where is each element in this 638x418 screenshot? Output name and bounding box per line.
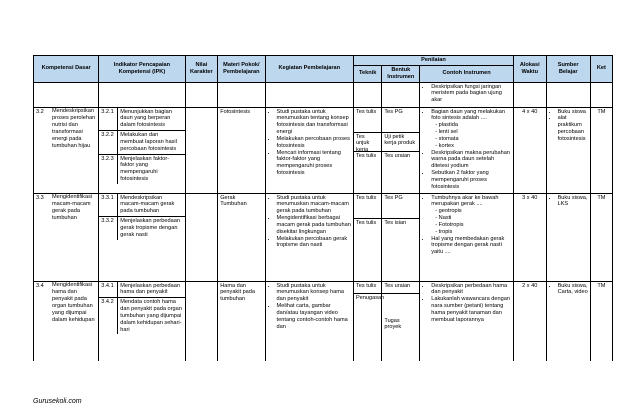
bentuk-item: Tes PG (382, 194, 419, 219)
list-item: • Mencari informasi tentang faktor-faktor yang mempengaruhi proses fotosintesis (277, 150, 351, 177)
bentuk-item: Tes uraian (384, 152, 411, 159)
contoh-cell (420, 281, 514, 361)
nilai-cell (185, 193, 218, 281)
ipk-text: Menjelaskan perbedaan gerak tropisme dengan gerak nasti (118, 217, 185, 240)
continuation-row (34, 82, 613, 107)
col-teknik: Teknik (353, 66, 381, 83)
list-item (431, 109, 511, 150)
bentuk-cell (382, 281, 420, 361)
bentuk-item: Tugas proyek (384, 317, 402, 331)
sumber-cell (546, 281, 590, 361)
kd-cell (34, 193, 99, 281)
option-item: - Nasti (443, 215, 511, 222)
kd-number: 3.2 (36, 108, 44, 115)
teknik-item: Tes tulis (355, 219, 377, 226)
list-item: • Hal yang membedakan gerak tropisme dengan gerak nasti yaitu .... (431, 236, 511, 256)
col-contoh: Contoh Instrumen (420, 66, 514, 83)
bentuk-item: Tes PG (382, 108, 419, 133)
ipk-number: 3.3.2 (101, 218, 114, 225)
ket-cell: TM (590, 193, 612, 281)
kd-number: 3.4 (36, 282, 44, 289)
contoh-cell (420, 193, 514, 281)
ipk-number: 3.4.1 (99, 282, 118, 298)
footer-watermark: Gurusekoli.com (33, 398, 82, 405)
col-bentuk: Bentuk Instrumen (382, 66, 420, 83)
syllabus-table (33, 55, 613, 361)
list-item: • Buku siswa, Carta, video (558, 283, 588, 297)
col-kompetensi-dasar: Kompetensi Dasar (34, 56, 99, 83)
ipk-cell (99, 281, 185, 361)
nilai-cell (185, 107, 218, 193)
col-ket: Ket (590, 56, 612, 83)
option-item: - plastida (443, 122, 511, 129)
list-item: • Buku siswa, LKS (558, 195, 588, 209)
nilai-cell (185, 281, 218, 361)
col-penilaian: Penilaian (353, 56, 513, 66)
kd-cell (34, 107, 99, 193)
alokasi-cell: 3 x 40 (513, 193, 546, 281)
col-nilai-karakter: Nilai Karakter (185, 56, 218, 83)
teknik-item: Penugasan (355, 294, 385, 301)
option-item: - stomata (443, 136, 511, 143)
list-item: • Sebutkan 2 faktor yang mempengaruhi proses fotosintesis (431, 170, 511, 190)
sumber-cell (546, 107, 590, 193)
list-item: • Melihat carta, gambar dan/atau tayangan video tentang contoh-contoh hama dan (277, 303, 351, 330)
ipk-text: Mendeskripsikan macam-macam gerak pada tumbuhan (118, 194, 185, 217)
ipk-text: Menunjukkan bagian daun yang berperan dalam fotosintesis (118, 108, 185, 131)
list-item: • alat praktikum percobaan fotosintesis (558, 115, 588, 142)
continuation-cell (420, 82, 514, 107)
teknik-cell (353, 193, 381, 281)
ipk-text: Melakukan dan membuat laporan hasil percobaan fotosintesis (118, 131, 185, 154)
list-item: • Studi pustaka untuk merumuskan macam-macam gerak pada tumbuhan (277, 195, 351, 215)
ipk-number: 3.3.1 (99, 194, 118, 217)
option-item: - tropis (443, 229, 511, 236)
ipk-text: Mendata contoh hama dan penyakit pada organ tumbuhan yang dijumpai dalam kehidupan sehari-hari (118, 298, 185, 335)
col-materi: Materi Pokok/ Pembelajaran (218, 56, 265, 83)
ket-cell: TM (590, 107, 612, 193)
teknik-cell (353, 107, 381, 193)
list-item: • Lakukanlah wawancara dengan nara sumber (petani) tentang hama penyakit tanaman dan membuat laporannya (431, 296, 511, 323)
ipk-number: 3.2.3 (101, 155, 114, 162)
col-kegiatan: Kegiatan Pembelajaran (265, 56, 353, 83)
list-item: • Deskripsikan makna perubahan warna pada daun setelah ditetesi yodium (431, 150, 511, 170)
list-item: • Deskripsikan perbedaan hama dan penyakit (431, 283, 511, 297)
option-item: - lenti sel (443, 129, 511, 136)
table-row (34, 281, 613, 361)
teknik-item: Tes tulis (354, 108, 381, 133)
kd-number: 3.3 (36, 194, 44, 201)
sumber-cell (546, 193, 590, 281)
list-item: • Melakukan percobaan proses fotosintesis (277, 136, 351, 150)
teknik-item: Tes tulis (354, 282, 381, 294)
list-item: • Melakukan percobaan gerak tropisme dan nasti (277, 236, 351, 250)
list-item: • Deskripsikan fungsi jaringan meristem pada bagian ujung akar (431, 84, 511, 104)
teknik-item: Tes tulis (355, 152, 377, 159)
bentuk-cell (382, 193, 420, 281)
bentuk-item: Tes isian (384, 219, 407, 226)
kd-cell (34, 281, 99, 361)
ipk-text: Menjelaskan perbedaan hama dan penyakit (118, 282, 185, 298)
teknik-item: Tes tulis (354, 194, 381, 219)
bentuk-item: Tes uraian (382, 282, 419, 294)
list-item: • Studi pustaka untuk merumuskan konsep hama dan penyakit (277, 283, 351, 303)
ipk-number: 3.2.1 (99, 108, 118, 131)
table-row (34, 107, 613, 193)
col-indikator: Indikator Pencapaian Kompetensi (IPK) (99, 56, 185, 83)
option-item: - kortex (443, 143, 511, 150)
contoh-intro: Tumbuhnya akar ke bawah merupakan gerak .... (431, 194, 499, 208)
contoh-intro: Bagian daun yang melakukan foto sintesis adalah .... (431, 108, 505, 122)
option-item: - geotropis (443, 208, 511, 215)
ipk-cell (99, 193, 185, 281)
materi-cell: Gerak Tumbuhan (218, 193, 265, 281)
contoh-cell (420, 107, 514, 193)
ipk-number: 3.4.2 (101, 299, 114, 306)
table-row (34, 193, 613, 281)
list-item: • Studi pustaka untuk merumuskan tentang konsep fotosintesis dan transformasi energi (277, 109, 351, 136)
list-item: • Buku siswa (558, 109, 588, 116)
list-item (431, 195, 511, 236)
alokasi-cell: 4 x 40 (513, 107, 546, 193)
teknik-item: Tes unjuk kerja (354, 133, 381, 152)
kd-text: Mendeskripsikan proses perolehan nutrisi dan transformasi energi pada tumbuhan hijau (52, 108, 96, 149)
col-sumber: Sumber Belajar (546, 56, 590, 83)
option-item: - Fototropis (443, 222, 511, 229)
teknik-cell (353, 281, 385, 361)
ipk-number: 3.2.2 (99, 131, 118, 154)
alokasi-cell: 2 x 40 (513, 281, 546, 361)
kegiatan-cell (265, 107, 353, 193)
list-item: • Mengidentifikasi berbagai macam gerak pada tumbuhan disekitar lingkungan (277, 215, 351, 235)
ipk-text: Menjelaskan faktor-faktor yang mempengaruhi fotosintesis (118, 154, 185, 184)
kegiatan-cell (265, 193, 353, 281)
bentuk-item: Uji petik kerja produk (382, 133, 419, 152)
ipk-cell (99, 107, 185, 193)
ket-cell: TM (590, 281, 612, 361)
bentuk-cell (382, 107, 420, 193)
col-alokasi: Alokasi Waktu (513, 56, 546, 83)
materi-cell: Hama dan penyakit pada tumbuhan (218, 281, 265, 361)
materi-cell: Fotosintesis (218, 107, 265, 193)
kegiatan-cell (265, 281, 353, 361)
kd-text: Mengidentifikasi macam-macam gerak pada tumbuhan (52, 194, 93, 221)
kd-text: Mengidentifikasi hama dan penyakit pada organ tumbuhan yang dijumpai dalam kehidupan (52, 282, 95, 323)
